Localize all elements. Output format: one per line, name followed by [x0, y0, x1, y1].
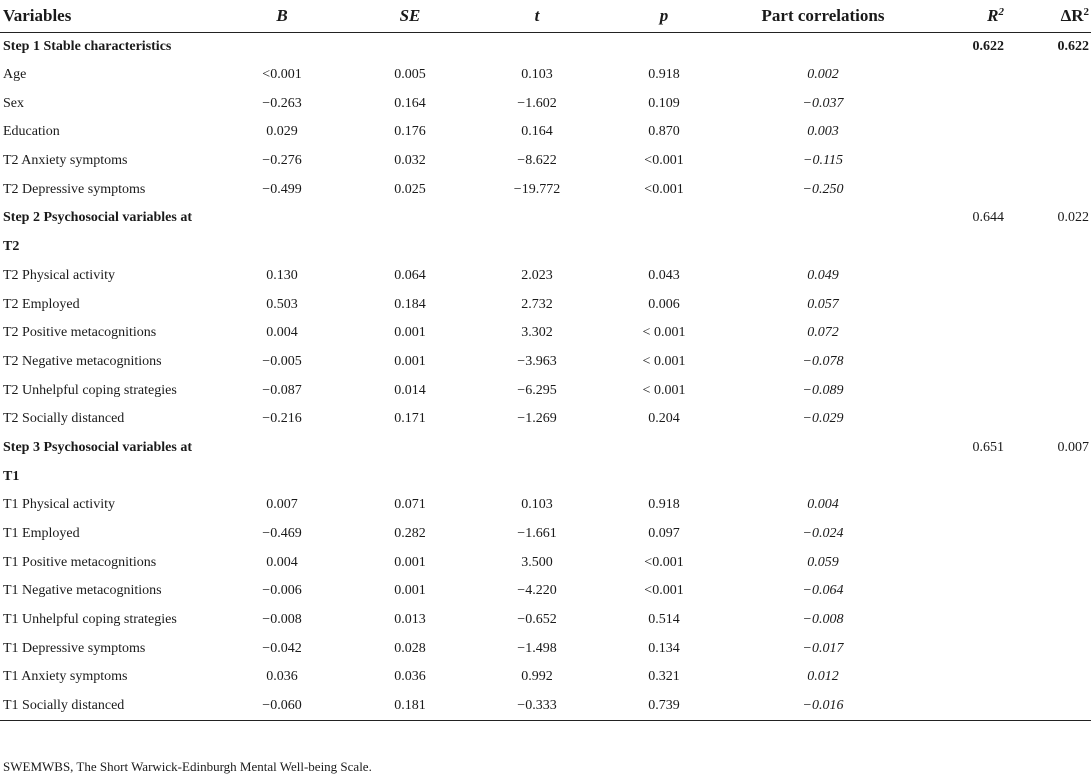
row-p: 0.134: [648, 640, 680, 656]
row-se: 0.171: [394, 411, 426, 427]
row-t: 3.302: [521, 325, 553, 341]
row-se: 0.001: [394, 554, 426, 570]
table-row: [0, 663, 1091, 692]
row-t: −1.498: [517, 640, 557, 656]
row-t: −8.622: [517, 153, 557, 169]
row-t: −1.602: [517, 95, 557, 111]
step2-header-row-cont: [0, 233, 1091, 262]
row-se: 0.032: [394, 153, 426, 169]
row-se: 0.071: [394, 497, 426, 513]
header-r2: [918, 0, 1006, 32]
step3-delta-r2: 0.007: [1057, 439, 1089, 455]
step1-delta-r2: 0.622: [1057, 38, 1089, 54]
row-b: −0.263: [262, 95, 302, 111]
row-p: 0.739: [648, 697, 680, 713]
row-se: 0.064: [394, 267, 426, 283]
table-row: [0, 520, 1091, 549]
row-variable: T2 Depressive symptoms: [3, 181, 146, 197]
row-part: −0.078: [802, 353, 844, 369]
row-p: <0.001: [644, 583, 684, 599]
row-variable: T2 Negative metacognitions: [3, 353, 162, 369]
table-row: [0, 376, 1091, 405]
table-row: [0, 290, 1091, 319]
row-t: 0.103: [521, 67, 553, 83]
header-delta-r2: [1006, 0, 1091, 32]
row-se: 0.028: [394, 640, 426, 656]
header-se: SE: [399, 5, 421, 25]
row-se: 0.001: [394, 325, 426, 341]
table-header: [0, 0, 1091, 32]
step3-label-cont: T1: [3, 468, 20, 484]
step3-header-row-cont: [0, 462, 1091, 491]
row-b: 0.004: [266, 325, 298, 341]
row-part: −0.024: [802, 526, 844, 542]
row-b: −0.469: [262, 526, 302, 542]
step3-header-row: [0, 434, 1091, 463]
row-part: −0.016: [802, 697, 844, 713]
row-variable: T2 Socially distanced: [3, 411, 125, 427]
row-se: 0.036: [394, 669, 426, 685]
row-p: <0.001: [644, 554, 684, 570]
row-b: −0.276: [262, 153, 302, 169]
row-variable: T1 Negative metacognitions: [3, 583, 162, 599]
row-t: −0.333: [517, 697, 557, 713]
row-part: −0.089: [802, 382, 844, 398]
row-part: 0.002: [807, 67, 839, 83]
row-variable: T1 Physical activity: [3, 497, 115, 513]
row-b: 0.036: [266, 669, 298, 685]
row-variable: Sex: [3, 95, 24, 111]
row-b: −0.008: [262, 612, 302, 628]
row-se: 0.001: [394, 583, 426, 599]
row-t: 0.164: [521, 124, 553, 140]
table-row: [0, 319, 1091, 348]
header-r2-sup: 2: [998, 5, 1004, 18]
header-delta-r2-base: ΔR: [1060, 5, 1084, 25]
row-b: −0.499: [262, 181, 302, 197]
row-part: −0.064: [802, 583, 844, 599]
step1-label: Step 1 Stable characteristics: [3, 38, 172, 54]
table-row: [0, 348, 1091, 377]
row-p: 0.321: [648, 669, 680, 685]
row-se: 0.164: [394, 95, 426, 111]
row-t: 2.732: [521, 296, 553, 312]
header-b: B: [276, 5, 288, 25]
row-se: 0.282: [394, 526, 426, 542]
row-variable: T1 Positive metacognitions: [3, 554, 157, 570]
row-p: <0.001: [644, 153, 684, 169]
row-variable: T2 Physical activity: [3, 267, 115, 283]
step1-header-row: [0, 32, 1091, 61]
row-se: 0.184: [394, 296, 426, 312]
table-row: [0, 634, 1091, 663]
row-b: −0.216: [262, 411, 302, 427]
row-p: 0.514: [648, 612, 680, 628]
row-t: −6.295: [517, 382, 557, 398]
row-variable: T1 Socially distanced: [3, 697, 125, 713]
step1-r2: 0.622: [972, 38, 1004, 54]
row-se: 0.013: [394, 612, 426, 628]
row-part: −0.017: [802, 640, 844, 656]
row-b: 0.029: [266, 124, 298, 140]
row-part: 0.072: [807, 325, 839, 341]
row-b: −0.087: [262, 382, 302, 398]
row-b: −0.042: [262, 640, 302, 656]
row-b: −0.060: [262, 697, 302, 713]
row-p: < 0.001: [642, 325, 686, 341]
header-row: [0, 0, 1091, 32]
row-part: −0.250: [802, 181, 844, 197]
row-se: 0.181: [394, 697, 426, 713]
row-variable: Age: [3, 67, 27, 83]
row-variable: T1 Anxiety symptoms: [3, 669, 128, 685]
step2-label: Step 2 Psychosocial variables at: [3, 210, 192, 226]
step2-r2: 0.644: [972, 210, 1004, 226]
table-row: [0, 577, 1091, 606]
row-b: 0.004: [266, 554, 298, 570]
table-row: [0, 405, 1091, 434]
row-t: −1.269: [517, 411, 557, 427]
row-t: −4.220: [517, 583, 557, 599]
row-part: 0.003: [807, 124, 839, 140]
row-p: 0.204: [648, 411, 680, 427]
table-row: [0, 548, 1091, 577]
row-t: 3.500: [521, 554, 553, 570]
row-p: < 0.001: [642, 382, 686, 398]
row-part: 0.049: [807, 267, 839, 283]
row-p: < 0.001: [642, 353, 686, 369]
step3-r2: 0.651: [972, 439, 1004, 455]
row-se: 0.176: [394, 124, 426, 140]
row-se: 0.025: [394, 181, 426, 197]
row-variable: T2 Unhelpful coping strategies: [3, 382, 177, 398]
row-b: 0.130: [266, 267, 298, 283]
row-p: 0.097: [648, 526, 680, 542]
row-t: −0.652: [517, 612, 557, 628]
table-row: [0, 491, 1091, 520]
row-p: 0.870: [648, 124, 680, 140]
row-p: 0.918: [648, 67, 680, 83]
step2-header-row: [0, 204, 1091, 233]
row-t: 2.023: [521, 267, 553, 283]
row-variable: T1 Unhelpful coping strategies: [3, 612, 177, 628]
row-p: <0.001: [644, 181, 684, 197]
row-part: 0.004: [807, 497, 839, 513]
header-r2-base: R: [987, 5, 999, 25]
row-variable: T2 Anxiety symptoms: [3, 153, 128, 169]
row-p: 0.006: [648, 296, 680, 312]
row-t: −1.661: [517, 526, 557, 542]
header-part-correlations: Part correlations: [761, 5, 885, 25]
table-row: [0, 89, 1091, 118]
row-b: −0.005: [262, 353, 302, 369]
step2-delta-r2: 0.022: [1057, 210, 1089, 226]
table-row: [0, 692, 1091, 721]
step3-label: Step 3 Psychosocial variables at: [3, 439, 192, 455]
row-variable: Education: [3, 124, 60, 140]
row-se: 0.005: [394, 67, 426, 83]
table-row: [0, 175, 1091, 204]
row-t: 0.103: [521, 497, 553, 513]
row-part: −0.115: [803, 153, 843, 169]
row-p: 0.918: [648, 497, 680, 513]
row-p: 0.109: [648, 95, 680, 111]
table-row: [0, 606, 1091, 635]
row-part: 0.057: [807, 296, 839, 312]
row-variable: T1 Employed: [3, 526, 80, 542]
row-se: 0.014: [394, 382, 426, 398]
row-part: −0.037: [802, 95, 844, 111]
header-delta-r2-sup: 2: [1083, 5, 1089, 18]
table-row: [0, 61, 1091, 90]
row-part: 0.012: [807, 669, 839, 685]
row-b: 0.007: [266, 497, 298, 513]
row-part: −0.008: [802, 612, 844, 628]
row-b: −0.006: [262, 583, 302, 599]
row-t: 0.992: [521, 669, 553, 685]
row-variable: T2 Positive metacognitions: [3, 325, 157, 341]
header-t: t: [534, 5, 540, 25]
table-body: [0, 32, 1091, 721]
row-se: 0.001: [394, 353, 426, 369]
row-b: <0.001: [262, 67, 302, 83]
row-part: 0.059: [807, 554, 839, 570]
row-t: −3.963: [517, 353, 557, 369]
row-b: 0.503: [266, 296, 298, 312]
table-row: [0, 262, 1091, 291]
row-p: 0.043: [648, 267, 680, 283]
table-footnote: SWEMWBS, The Short Warwick-Edinburgh Mental Well-being Scale.: [3, 759, 372, 774]
row-t: −19.772: [513, 181, 561, 197]
table-row: [0, 118, 1091, 147]
row-variable: T1 Depressive symptoms: [3, 640, 146, 656]
table-row: [0, 147, 1091, 176]
row-part: −0.029: [802, 411, 844, 427]
header-p: p: [659, 5, 669, 25]
step2-label-cont: T2: [3, 239, 20, 255]
header-variables: Variables: [3, 5, 72, 25]
row-variable: T2 Employed: [3, 296, 80, 312]
